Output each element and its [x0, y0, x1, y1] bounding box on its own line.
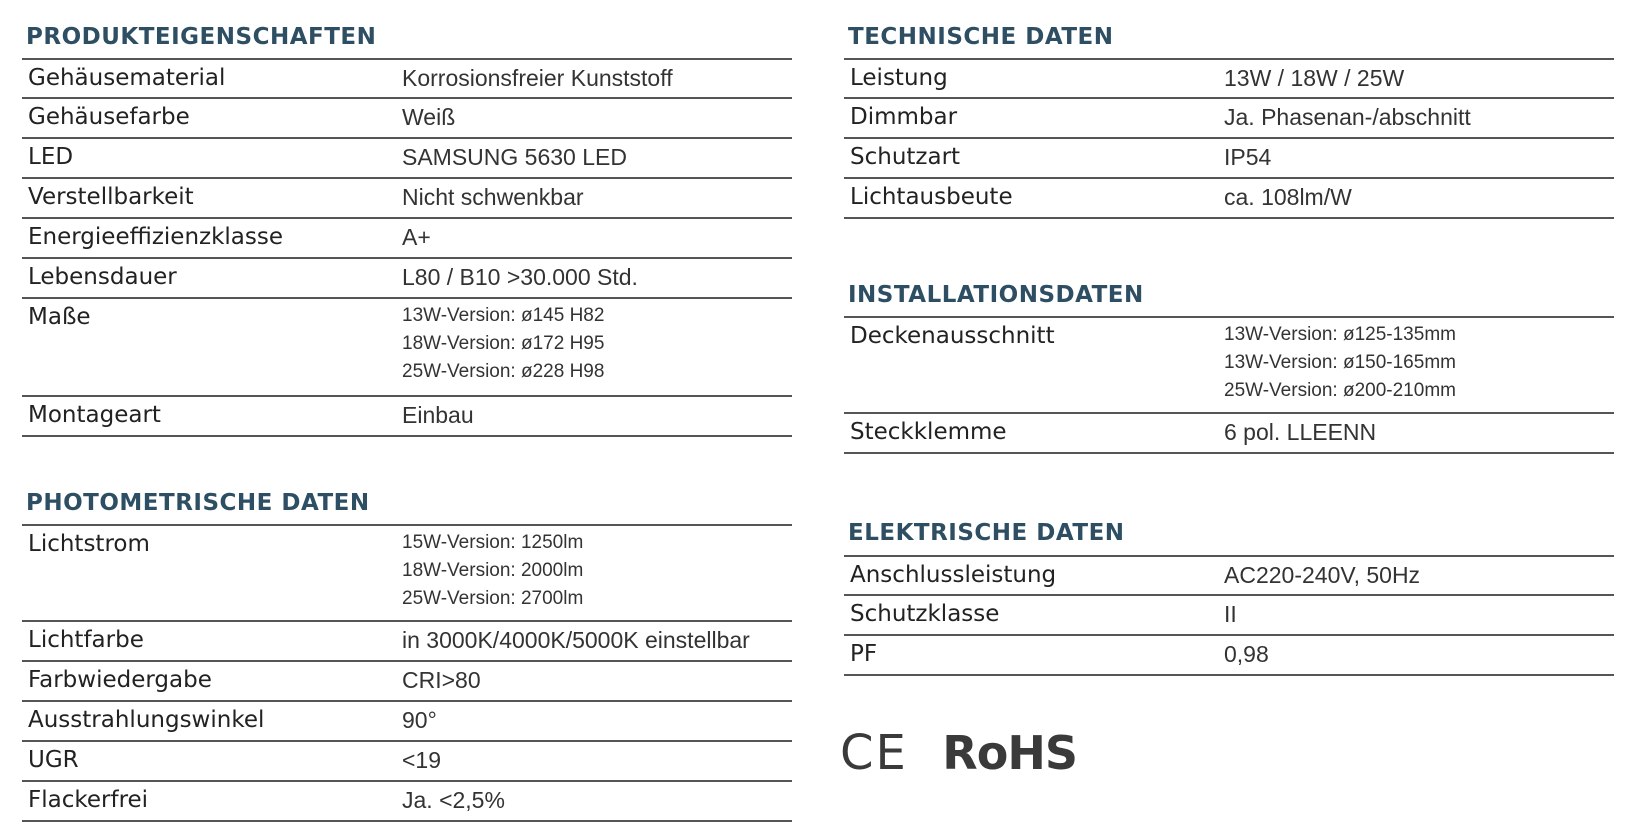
spec-label: Anschlussleistung	[850, 562, 1057, 588]
spec-row-lichtausbeute	[844, 179, 1614, 219]
section-title: TECHNISCHE DATEN	[848, 24, 1114, 50]
spec-label: Schutzart	[850, 144, 961, 170]
spec-value-lines	[1224, 321, 1456, 405]
spec-value: CRI>80	[402, 667, 481, 693]
spec-label: Steckklemme	[850, 419, 1007, 445]
spec-label: Verstellbarkeit	[28, 184, 194, 210]
spec-label: Leistung	[850, 65, 948, 91]
spec-row-lebensdauer	[22, 259, 792, 299]
spec-value-line: 25W-Version: 2700lm	[402, 588, 584, 609]
section-title: ELEKTRISCHE DATEN	[848, 520, 1125, 546]
spec-value: in 3000K/4000K/5000K einstellbar	[402, 627, 750, 653]
spec-value-lines	[402, 529, 583, 613]
spec-label: Schutzklasse	[850, 601, 1000, 627]
section-title: PHOTOMETRISCHE DATEN	[26, 490, 370, 516]
spec-label: Gehäusefarbe	[28, 104, 190, 130]
spec-value: IP54	[1224, 144, 1272, 170]
spec-row-gehaeusefarbe	[22, 99, 792, 139]
spec-value: II	[1224, 601, 1237, 627]
spec-label: UGR	[28, 747, 79, 773]
spec-value: 6 pol. LLEENN	[1224, 419, 1377, 445]
spec-label: LED	[28, 144, 74, 170]
spec-label: Deckenausschnitt	[850, 323, 1055, 349]
spec-value: AC220-240V, 50Hz	[1224, 562, 1421, 588]
spec-value-line: 15W-Version: 1250lm	[402, 532, 584, 553]
spec-row-verstellbarkeit	[22, 179, 792, 219]
spec-row-schutzklasse	[844, 596, 1614, 636]
spec-value-line: 13W-Version: ø145 H82	[402, 305, 605, 326]
spec-value-line: 18W-Version: ø172 H95	[402, 333, 605, 354]
spec-value: Weiß	[402, 104, 456, 130]
ce-mark-icon: CE	[840, 725, 908, 781]
spec-row-lichtstrom	[22, 524, 792, 622]
spec-value: Korrosionsfreier Kunststoff	[402, 65, 673, 91]
spec-label: Dimmbar	[850, 104, 958, 130]
spec-value-line: 25W-Version: ø200-210mm	[1224, 380, 1456, 401]
spec-value: Ja. <2,5%	[402, 787, 505, 813]
spec-value-lines	[402, 302, 604, 386]
spec-label: Ausstrahlungswinkel	[28, 707, 265, 733]
spec-row-leistung	[844, 58, 1614, 99]
spec-value-line: 18W-Version: 2000lm	[402, 560, 584, 581]
spec-row-steckklemme	[844, 414, 1614, 454]
spec-label: PF	[850, 641, 878, 667]
spec-row-ugr	[22, 742, 792, 782]
rohs-mark-icon: RoHS	[942, 726, 1077, 780]
spec-value-line: 13W-Version: ø150-165mm	[1224, 352, 1456, 373]
spec-row-farbwiedergabe	[22, 662, 792, 702]
section-title: INSTALLATIONSDATEN	[848, 282, 1144, 308]
spec-label: Lichtausbeute	[850, 184, 1013, 210]
spec-value: SAMSUNG 5630 LED	[402, 144, 627, 170]
spec-label: Energieeffizienzklasse	[28, 224, 284, 250]
spec-label: Lichtfarbe	[28, 627, 144, 653]
spec-row-dimmbar	[844, 99, 1614, 139]
spec-row-lichtfarbe	[22, 622, 792, 662]
spec-label: Farbwiedergabe	[28, 667, 212, 693]
spec-label: Montageart	[28, 402, 161, 428]
spec-row-montageart	[22, 397, 792, 437]
spec-row-anschlussleistung	[844, 555, 1614, 596]
spec-label: Maße	[28, 304, 91, 330]
spec-row-flackerfrei	[22, 782, 792, 822]
spec-row-schutzart	[844, 139, 1614, 179]
spec-label: Gehäusematerial	[28, 65, 226, 91]
section-title: PRODUKTEIGENSCHAFTEN	[26, 24, 377, 50]
spec-row-deckenausschnitt	[844, 316, 1614, 414]
spec-row-led	[22, 139, 792, 179]
spec-label: Lichtstrom	[28, 531, 150, 557]
spec-value: Einbau	[402, 402, 474, 428]
spec-row-gehaeusematerial	[22, 58, 792, 99]
spec-row-masse	[22, 299, 792, 397]
spec-label: Lebensdauer	[28, 264, 177, 290]
spec-value: 0,98	[1224, 641, 1269, 667]
spec-value: Ja. Phasenan-/abschnitt	[1224, 104, 1471, 130]
spec-value: 13W / 18W / 25W	[1224, 65, 1405, 91]
spec-row-ausstrahlungswinkel	[22, 702, 792, 742]
certification-marks	[840, 725, 1077, 781]
spec-value: A+	[402, 224, 431, 250]
spec-value: <19	[402, 747, 442, 773]
spec-row-pf	[844, 636, 1614, 676]
spec-value-line: 13W-Version: ø125-135mm	[1224, 324, 1456, 345]
spec-value-line: 25W-Version: ø228 H98	[402, 361, 605, 382]
spec-row-energieeffizienzklasse	[22, 219, 792, 259]
spec-value: 90°	[402, 707, 437, 733]
spec-value: L80 / B10 >30.000 Std.	[402, 264, 638, 290]
spec-value: Nicht schwenkbar	[402, 184, 584, 210]
spec-label: Flackerfrei	[28, 787, 149, 813]
spec-value: ca. 108lm/W	[1224, 184, 1352, 210]
